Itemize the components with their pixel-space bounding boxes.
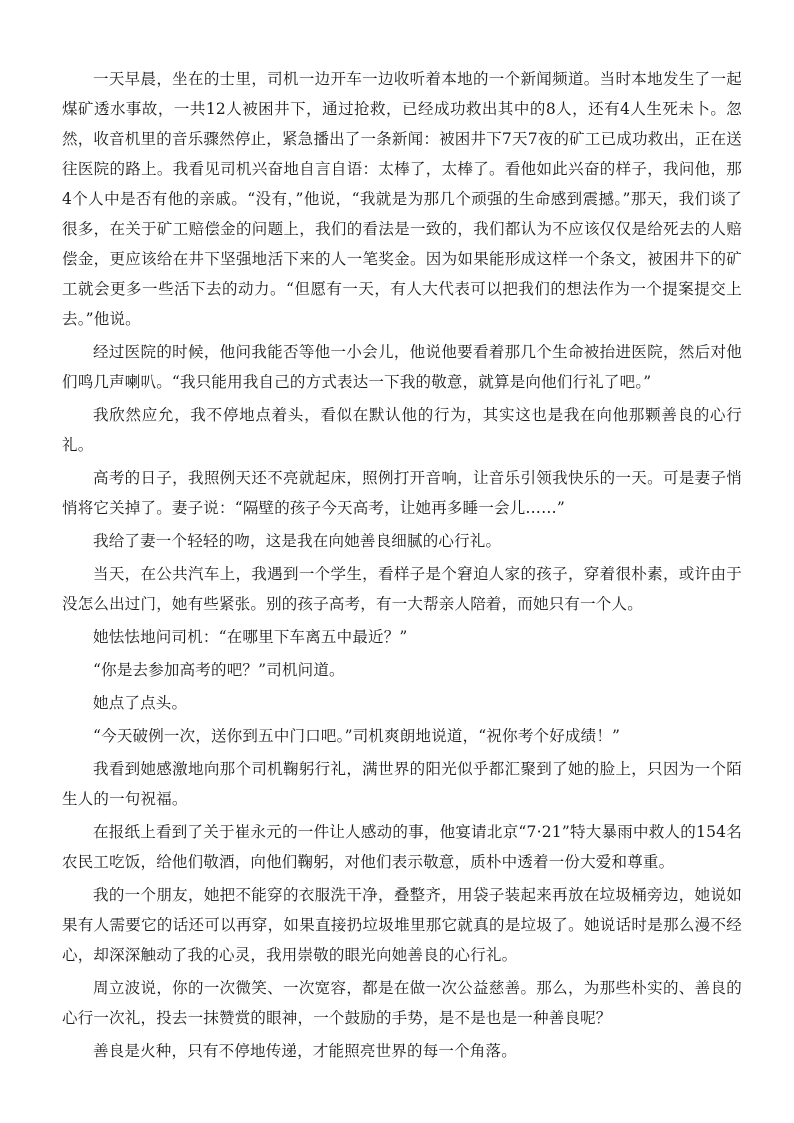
paragraph-8: “你是去参加高考的吧？”司机问道。 [93,661,345,679]
paragraph-10: “今天破例一次，送你到五中门口吧。”司机爽朗地说道，“祝你考个好成绩！” [93,727,621,745]
paragraph-13: 我的一个朋友，她把不能穿的衣服洗干净，叠整齐，用袋子装起来再放在垃圾桶旁边，她说如果有人需要它的话还可以再穿，如果直接扔垃圾堆里那它就真的是垃圾了。她说话时是那么漫不经心，却深深触动了我的心灵，我用崇敬的眼光向她善良的心行礼。 [62,886,742,964]
paragraph-4: 高考的日子，我照例天还不亮就起床，照例打开音响，让音乐引领我快乐的一天。可是妻子悄悄将它关掉了。妻子说：“隔壁的孩子今天高考，让她再多睡一会儿……” [62,469,742,517]
paragraph-3: 我欣然应允，我不停地点着头，看似在默认他的行为，其实这也是我在向他那颗善良的心行礼。 [62,406,742,454]
paragraph-6: 当天，在公共汽车上，我遇到一个学生，看样子是个窘迫人家的孩子，穿着很朴素，或许由于没怎么出过门，她有些紧张。别的孩子高考，有一大帮亲人陪着，而她只有一个人。 [62,565,742,613]
paragraph-9: 她点了点头。 [93,694,188,712]
document-body [62,64,742,1069]
paragraph-7: 她怯怯地问司机：“在哪里下车离五中最近？” [93,628,408,646]
paragraph-15: 善良是火种，只有不停地传递，才能照亮世界的每一个角落。 [93,1042,517,1060]
paragraph-5: 我给了妻一个轻轻的吻，这是我在向她善良细腻的心行礼。 [93,532,502,550]
paragraph-1: 一天早晨，坐在的士里，司机一边开车一边收听着本地的一个新闻频道。当时本地发生了一起煤矿透水事故，一共12人被困井下，通过抢救，已经成功救出其中的8人，还有4人生死未卜。忽然，收音机里的音乐骤然停止，紧急播出了一条新闻：被困井下7天7夜的矿工已成功救出，正在送往医院的路上。我看见司机兴奋地自言自语：太棒了，太棒了。看他如此兴奋的样子，我问他，那4个人中是否有他的亲戚。“没有，”他说，“我就是为那几个顽强的生命感到震撼。”那天，我们谈了很多，在关于矿工赔偿金的问题上，我们的看法是一致的，我们都认为不应该仅仅是给死去的人赔偿金，更应该给在井下坚强地活下来的人一笔奖金。因为如果能形成这样一个条文，被困井下的矿工就会更多一些活下去的动力。“但愿有一天，有人大代表可以把我们的想法作为一个提案提交上去。”他说。 [62,70,742,328]
paragraph-2: 经过医院的时候，他问我能否等他一小会儿，他说他要看着那几个生命被抬进医院，然后对他们鸣几声喇叭。“我只能用我自己的方式表达一下我的敬意，就算是向他们行礼了吧。” [62,343,742,391]
paragraph-12: 在报纸上看到了关于崔永元的一件让人感动的事，他宴请北京“7·21”特大暴雨中救人的154名农民工吃饭，给他们敬酒，向他们鞠躬，对他们表示敬意，质朴中透着一份大爱和尊重。 [62,823,742,871]
paragraph-11: 我看到她感激地向那个司机鞠躬行礼，满世界的阳光似乎都汇聚到了她的脸上，只因为一个陌生人的一句祝福。 [62,760,742,808]
paragraph-14: 周立波说，你的一次微笑、一次宽容，都是在做一次公益慈善。那么，为那些朴实的、善良的心行一次礼，投去一抹赞赏的眼神，一个鼓励的手势，是不是也是一种善良呢？ [62,979,742,1027]
